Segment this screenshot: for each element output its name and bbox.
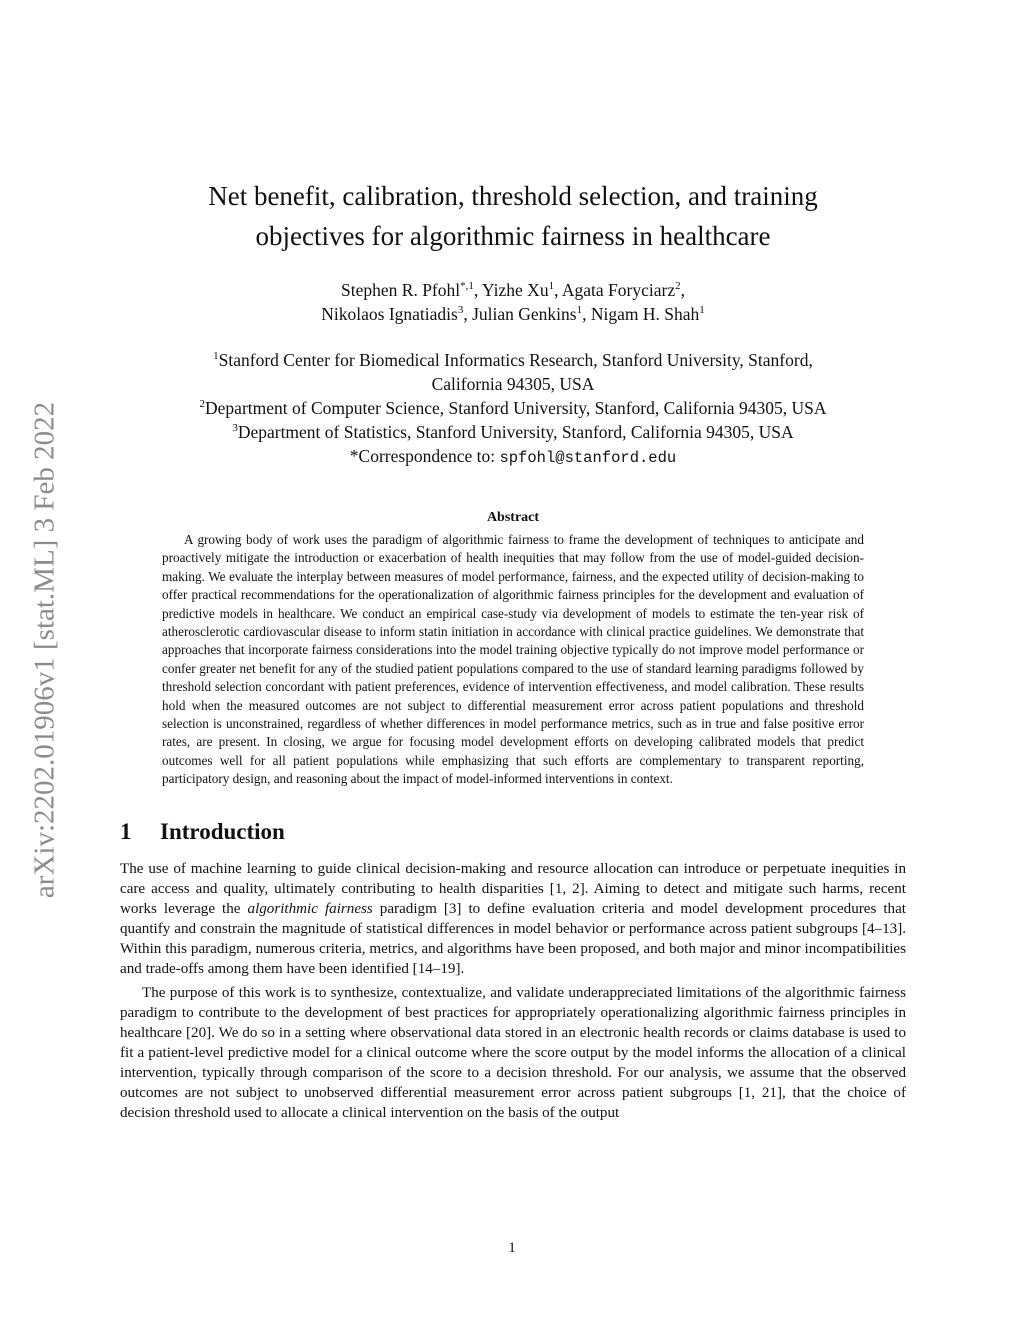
author: Yizhe Xu$^1$, (481, 280, 562, 300)
body-paragraph: The use of machine learning to guide clinical decision-making and resource allocation can introduce or perpetuate inequities in care access and quality, ultimately contributing to health disparities [1, 2]. Aiming to detect and mitigate such harms, recent works leverage the algorithmic fairness paradigm [3] to define evaluation criteria and model development procedures that quantify and constrain the magnitude of statistical differences in model behavior or performance across patient subgroups [4–13]. Within this paradigm, numerous criteria, metrics, and algorithms have been proposed, and both major and minor incompatibilities and trade-offs among them have been identified [14–19]. (120, 860, 907, 977)
page-number: 1 (508, 1240, 516, 1256)
affiliation-list (120, 348, 906, 470)
paper-page (120, 176, 906, 1123)
author: Nikolaos Ignatiadis$^3$, (321, 304, 473, 324)
paper-title (120, 176, 906, 256)
author: Stephen R. Pfohl$^{*,1}$, (341, 280, 482, 300)
correspondence-email: spfohl@stanford.edu (499, 449, 677, 467)
affiliation: $^3$Department of Statistics, Stanford University, Stanford, California 94305, USA (232, 422, 794, 442)
affiliation: $^1$Stanford Center for Biomedical Informatics Research, Stanford University, Stanford, California 94305, USA (213, 350, 813, 394)
section-number: 1 (120, 818, 132, 844)
abstract (162, 510, 864, 789)
title-line-2: objectives for algorithmic fairness in healthcare (255, 221, 771, 251)
section-title: Introduction (160, 818, 285, 844)
emphasis: algorithmic fairness (247, 900, 373, 917)
author: Agata Foryciarz$^2$, (561, 280, 685, 300)
author-list (120, 278, 906, 326)
title-line-1: Net benefit, calibration, threshold selection, and training (208, 181, 818, 211)
abstract-heading: Abstract (486, 510, 540, 525)
section-heading (120, 819, 906, 845)
arxiv-identifier: arXiv:2202.01906v1 [stat.ML] 3 Feb 2022 (28, 401, 61, 899)
abstract-text: A growing body of work uses the paradigm of algorithmic fairness to frame the development of techniques to anticipate and proactively mitigate the introduction or exacerbation of health inequities that may follow from the use of model-guided decision-making. We evaluate the interplay between measures of model performance, fairness, and the expected utility of decision-making to offer practical recommendations for the operationalization of algorithmic fairness principles for the development and evaluation of predictive models in healthcare. We conduct an empirical case-study via development of models to estimate the ten-year risk of atherosclerotic cardiovascular disease to inform statin initiation in accordance with clinical practice guidelines. We demonstrate that approaches that incorporate fairness considerations into the model training objective typically do not improve model performance or confer greater net benefit for any of the studied patient populations compared to the use of standard learning paradigms followed by threshold selection concordant with patient preferences, evidence of intervention effectiveness, and model calibration. These results hold when the measured outcomes are not subject to differential measurement error across patient populations and threshold selection is unconstrained, regardless of whether differences in model performance metrics, such as in true and false positive error rates, are present. In closing, we argue for focusing model development efforts on developing calibrated models that predict outcomes well for all patient populations while emphasizing that such efforts are complementary to transparent reporting, participatory design, and reasoning about the impact of model-informed interventions in context. (162, 532, 864, 787)
affiliation: $^2$Department of Computer Science, Stanford University, Stanford, California 94305, USA (199, 398, 827, 418)
author: Julian Genkins$^1$, (472, 304, 591, 324)
author: Nigam H. Shah$^1$ (590, 304, 705, 324)
body-paragraph: The purpose of this work is to synthesize, contextualize, and validate underappreciated limitations of the algorithmic fairness paradigm to contribute to the development of best practices for appropriately operationalizing algorithmic fairness principles in healthcare [20]. We do so in a setting where observational data stored in an electronic health records or claims database is used to fit a patient-level predictive model for a clinical outcome where the score output by the model informs the allocation of a clinical intervention, typically through comparison of the score to a decision threshold. For our analysis, we assume that the observed outcomes are not subject to unobserved differential measurement error across patient subgroups [1, 21], that the choice of decision threshold used to allocate a clinical intervention on the basis of the output (120, 984, 906, 1121)
correspondence: *Correspondence to: spfohl@stanford.edu (349, 446, 677, 467)
